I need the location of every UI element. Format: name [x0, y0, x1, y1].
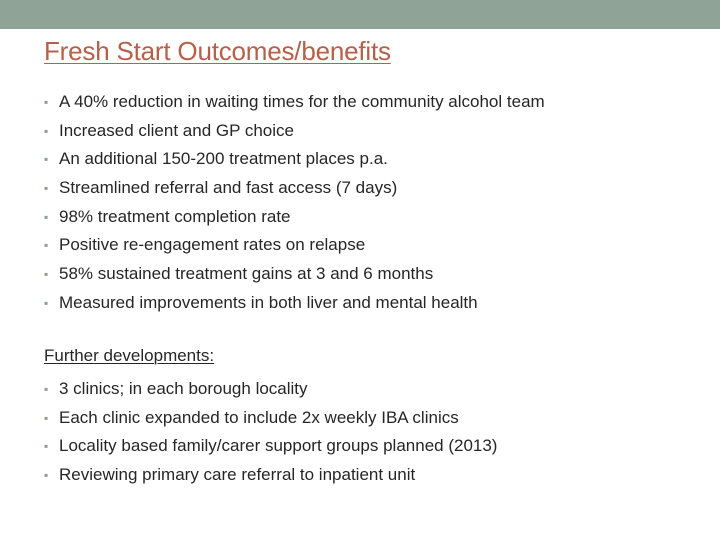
developments-list	[44, 375, 497, 490]
list-item-text: An additional 150-200 treatment places p.a.	[59, 149, 388, 169]
list-item	[44, 461, 497, 490]
list-item-text: Increased client and GP choice	[59, 120, 294, 140]
list-item-text: Measured improvements in both liver and mental health	[59, 292, 478, 312]
slide-title: Fresh Start Outcomes/benefits	[44, 36, 391, 66]
square-bullet-icon: ▪	[44, 295, 49, 310]
list-item	[44, 375, 497, 404]
square-bullet-icon: ▪	[44, 95, 49, 109]
list-item-text: Locality based family/carer support groups planned (2013)	[59, 436, 498, 456]
list-item	[44, 260, 545, 289]
developments-heading: Further developments:	[44, 346, 215, 365]
list-item-text: A 40% reduction in waiting times for the community alcohol team	[59, 92, 545, 111]
list-item	[44, 231, 545, 260]
square-bullet-icon: ▪	[44, 410, 49, 425]
square-bullet-icon: ▪	[44, 209, 49, 224]
list-item-text: Each clinic expanded to include 2x weekly IBA clinics	[59, 407, 459, 427]
square-bullet-icon: ▪	[44, 468, 49, 483]
list-item-text: Reviewing primary care referral to inpatient unit	[59, 465, 416, 485]
list-item	[44, 174, 545, 203]
square-bullet-icon: ▪	[44, 152, 49, 167]
list-item-text: 58% sustained treatment gains at 3 and 6 months	[59, 264, 434, 284]
list-item	[44, 404, 497, 433]
square-bullet-icon: ▪	[44, 238, 49, 253]
top-accent-bar	[0, 0, 720, 29]
list-item	[44, 145, 545, 174]
square-bullet-icon: ▪	[44, 439, 49, 454]
square-bullet-icon: ▪	[44, 267, 49, 282]
square-bullet-icon: ▪	[44, 382, 49, 396]
square-bullet-icon: ▪	[44, 123, 49, 138]
list-item	[44, 432, 497, 461]
square-bullet-icon: ▪	[44, 181, 49, 196]
list-item-text: Streamlined referral and fast access (7 days)	[59, 178, 398, 198]
outcomes-list	[44, 88, 545, 318]
list-item-text: 3 clinics; in each borough locality	[59, 379, 308, 398]
list-item	[44, 289, 545, 318]
list-item	[44, 117, 545, 146]
list-item-text: 98% treatment completion rate	[59, 206, 291, 226]
list-item	[44, 88, 545, 117]
list-item-text: Positive re-engagement rates on relapse	[59, 235, 366, 255]
list-item	[44, 203, 545, 232]
